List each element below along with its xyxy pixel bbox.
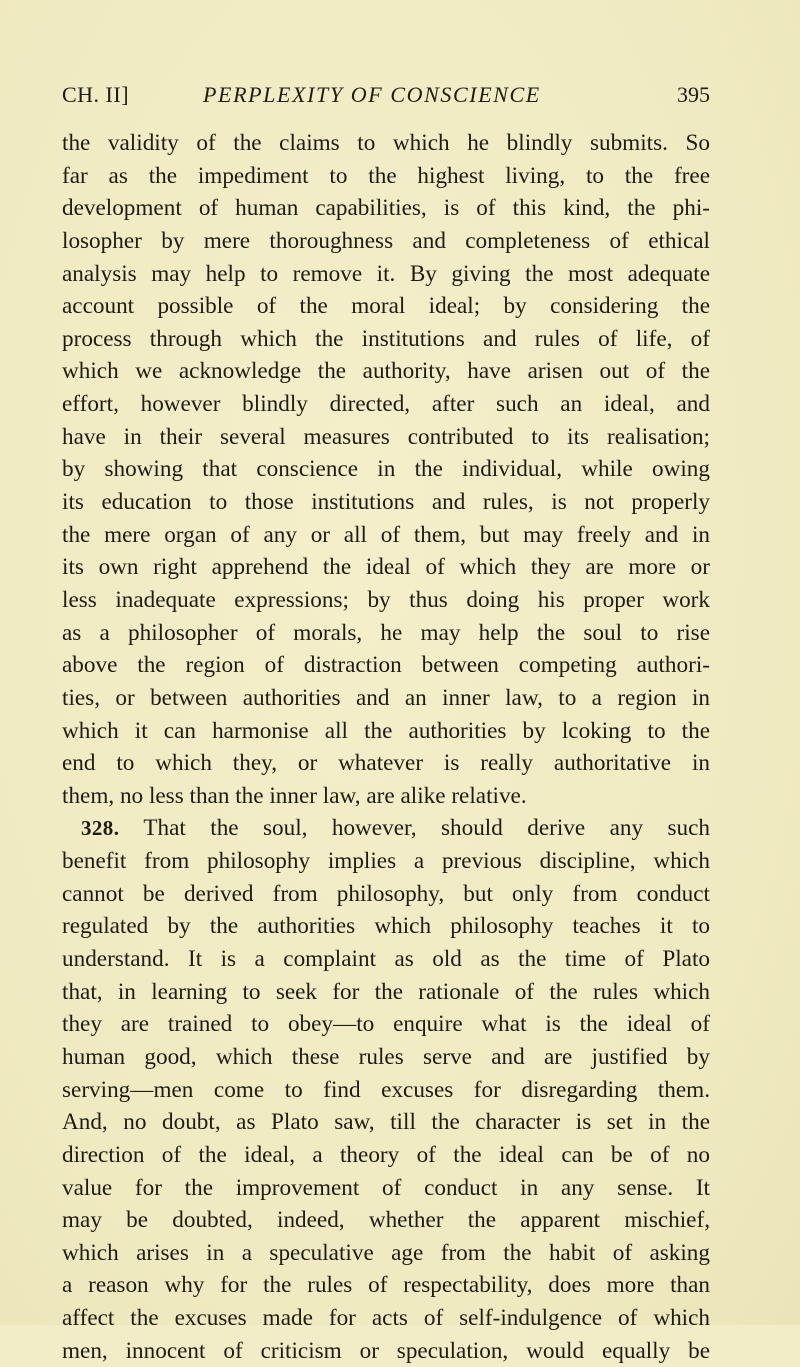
text-line: understand. It is a complaint as old as the time of Plato <box>62 946 710 973</box>
text-line: men, innocent of criticism or speculation, would equally be <box>62 1337 710 1364</box>
body-text <box>62 127 710 1367</box>
text-line: regulated by the authorities which philosophy teaches it to <box>62 913 710 940</box>
text-line: effort, however blindly directed, after such an ideal, and <box>62 391 710 418</box>
text-line: a reason why for the rules of respectability, does more than <box>62 1272 710 1299</box>
text-line: its own right apprehend the ideal of which they are more or <box>62 554 710 581</box>
text-line: serving—men come to find excuses for disregarding them. <box>62 1076 710 1103</box>
text-line: them, no less than the inner law, are alike relative. <box>62 782 527 809</box>
paragraph-first-line <box>62 812 710 845</box>
paragraph-number: 328. <box>81 816 120 841</box>
text-line: which it can harmonise all the authorities by lcoking to the <box>62 717 710 744</box>
text-line: have in their several measures contributed to its realisation; <box>62 423 710 450</box>
text-line: the mere organ of any or all of them, but may freely and in <box>62 521 710 548</box>
text-line: end to which they, or whatever is really authoritative in <box>62 750 710 777</box>
text-line: analysis may help to remove it. By giving the most adequate <box>62 260 710 287</box>
text-line: they are trained to obey—to enquire what is the ideal of <box>62 1011 710 1038</box>
text-line: value for the improvement of conduct in any sense. It <box>62 1174 710 1201</box>
running-head <box>62 78 710 112</box>
text-line: That the soul, however, should derive any such <box>143 815 710 842</box>
text-line: less inadequate expressions; by thus doing his proper work <box>62 586 710 613</box>
text-line: by showing that conscience in the individual, while owing <box>62 456 710 483</box>
text-line: affect the excuses made for acts of self-indulgence of which <box>62 1305 710 1332</box>
chapter-label: CH. II] <box>62 82 130 107</box>
text-line: its education to those institutions and rules, is not properly <box>62 489 710 516</box>
text-line: the validity of the claims to which he blindly submits. So <box>62 130 710 156</box>
text-line: that, in learning to seek for the rationale of the rules which <box>62 978 710 1005</box>
paragraph-1 <box>62 127 710 812</box>
page-number: 395 <box>677 82 710 107</box>
text-line: account possible of the moral ideal; by considering the <box>62 293 710 320</box>
text-line: process through which the institutions and rules of life, of <box>62 325 710 352</box>
text-line: above the region of distraction between competing authori- <box>62 652 710 679</box>
paragraph-2 <box>62 812 710 1367</box>
text-line: as a philosopher of morals, he may help the soul to rise <box>62 619 710 646</box>
text-line: ties, or between authorities and an inner law, to a region in <box>62 684 710 711</box>
text-line: may be doubted, indeed, whether the apparent mischief, <box>62 1207 710 1234</box>
text-line: And, no doubt, as Plato saw, till the character is set in the <box>62 1109 710 1136</box>
text-line: which arises in a speculative age from the habit of asking <box>62 1239 710 1266</box>
text-line: losopher by mere thoroughness and completeness of ethical <box>62 227 710 254</box>
text-line: direction of the ideal, a theory of the ideal can be of no <box>62 1141 710 1168</box>
text-line: cannot be derived from philosophy, but only from conduct <box>62 880 710 907</box>
text-line: human good, which these rules serve and are justified by <box>62 1043 710 1070</box>
text-line: development of human capabilities, is of this kind, the phi- <box>62 195 710 222</box>
text-line: benefit from philosophy implies a previous discipline, which <box>62 848 710 875</box>
running-title: PERPLEXITY OF CONSCIENCE <box>203 82 541 107</box>
text-line: far as the impediment to the highest living, to the free <box>62 162 710 189</box>
text-line: which we acknowledge the authority, have arisen out of the <box>62 358 710 385</box>
